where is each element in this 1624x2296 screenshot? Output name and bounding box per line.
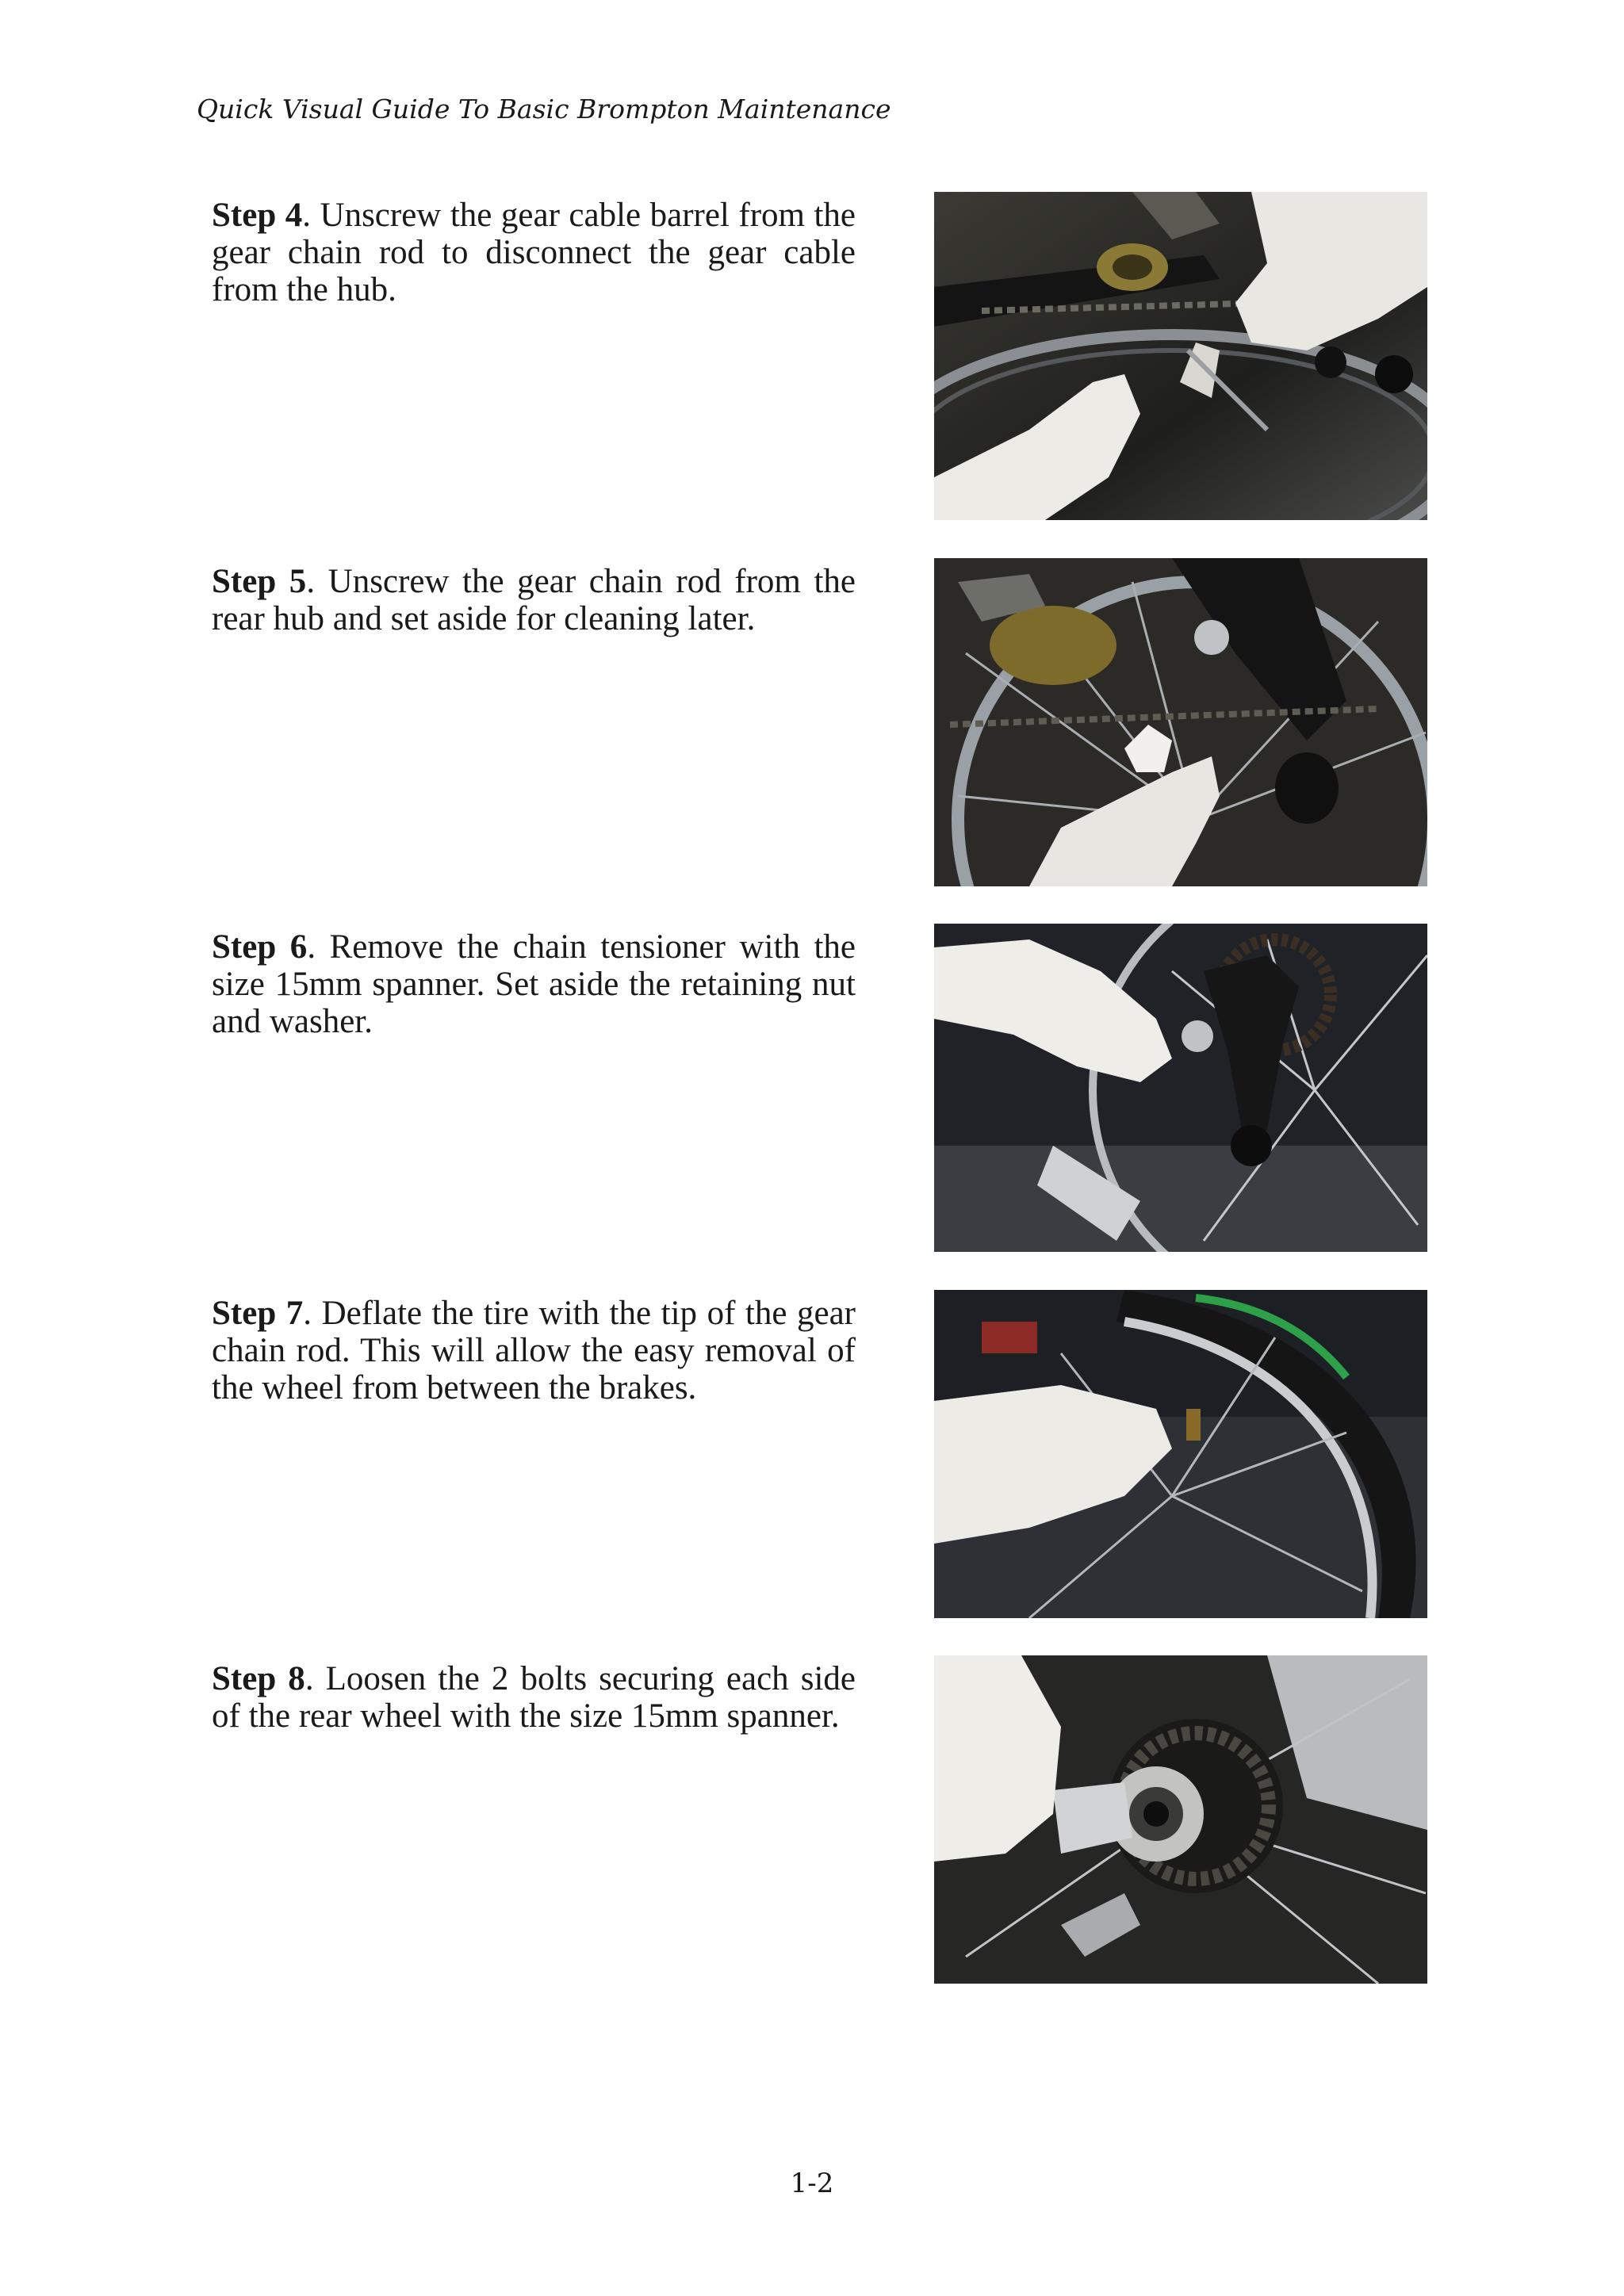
step-4-photo — [934, 192, 1427, 520]
step-description: . Unscrew the gear cable barrel from the gear chain rod to disconnect the gear cable from the hub. — [212, 197, 856, 308]
step-label: Step 7 — [212, 1295, 304, 1332]
step-5-text — [212, 563, 856, 637]
step-8 — [0, 1660, 1624, 1993]
step-label: Step 5 — [212, 563, 307, 600]
step-description: . Loosen the 2 bolts securing each side of the rear wheel with the size 15mm spanner. — [212, 1660, 856, 1735]
page-number: 1-2 — [790, 2168, 834, 2199]
step-7 — [0, 1295, 1624, 1628]
step-6-text — [212, 928, 856, 1040]
step-5-photo — [934, 558, 1427, 886]
step-8-text — [212, 1660, 856, 1735]
step-label: Step 8 — [212, 1660, 305, 1697]
step-description: . Deflate the tire with the tip of the gear chain rod. This will allow the easy removal of the wheel from between the brakes. — [212, 1295, 856, 1406]
step-description: . Unscrew the gear chain rod from the rear hub and set aside for cleaning later. — [212, 563, 856, 637]
step-4 — [0, 197, 1624, 530]
step-8-photo — [934, 1655, 1427, 1984]
step-7-text — [212, 1295, 856, 1406]
step-description: . Remove the chain tensioner with the size 15mm spanner. Set aside the retaining nut and washer. — [212, 928, 856, 1040]
step-7-photo — [934, 1290, 1427, 1618]
step-5 — [0, 563, 1624, 896]
step-6 — [0, 928, 1624, 1261]
running-header: Quick Visual Guide To Basic Brompton Maintenance — [197, 94, 891, 124]
step-6-photo — [934, 924, 1427, 1252]
step-label: Step 4 — [212, 197, 303, 234]
step-4-text — [212, 197, 856, 308]
step-label: Step 6 — [212, 928, 308, 966]
